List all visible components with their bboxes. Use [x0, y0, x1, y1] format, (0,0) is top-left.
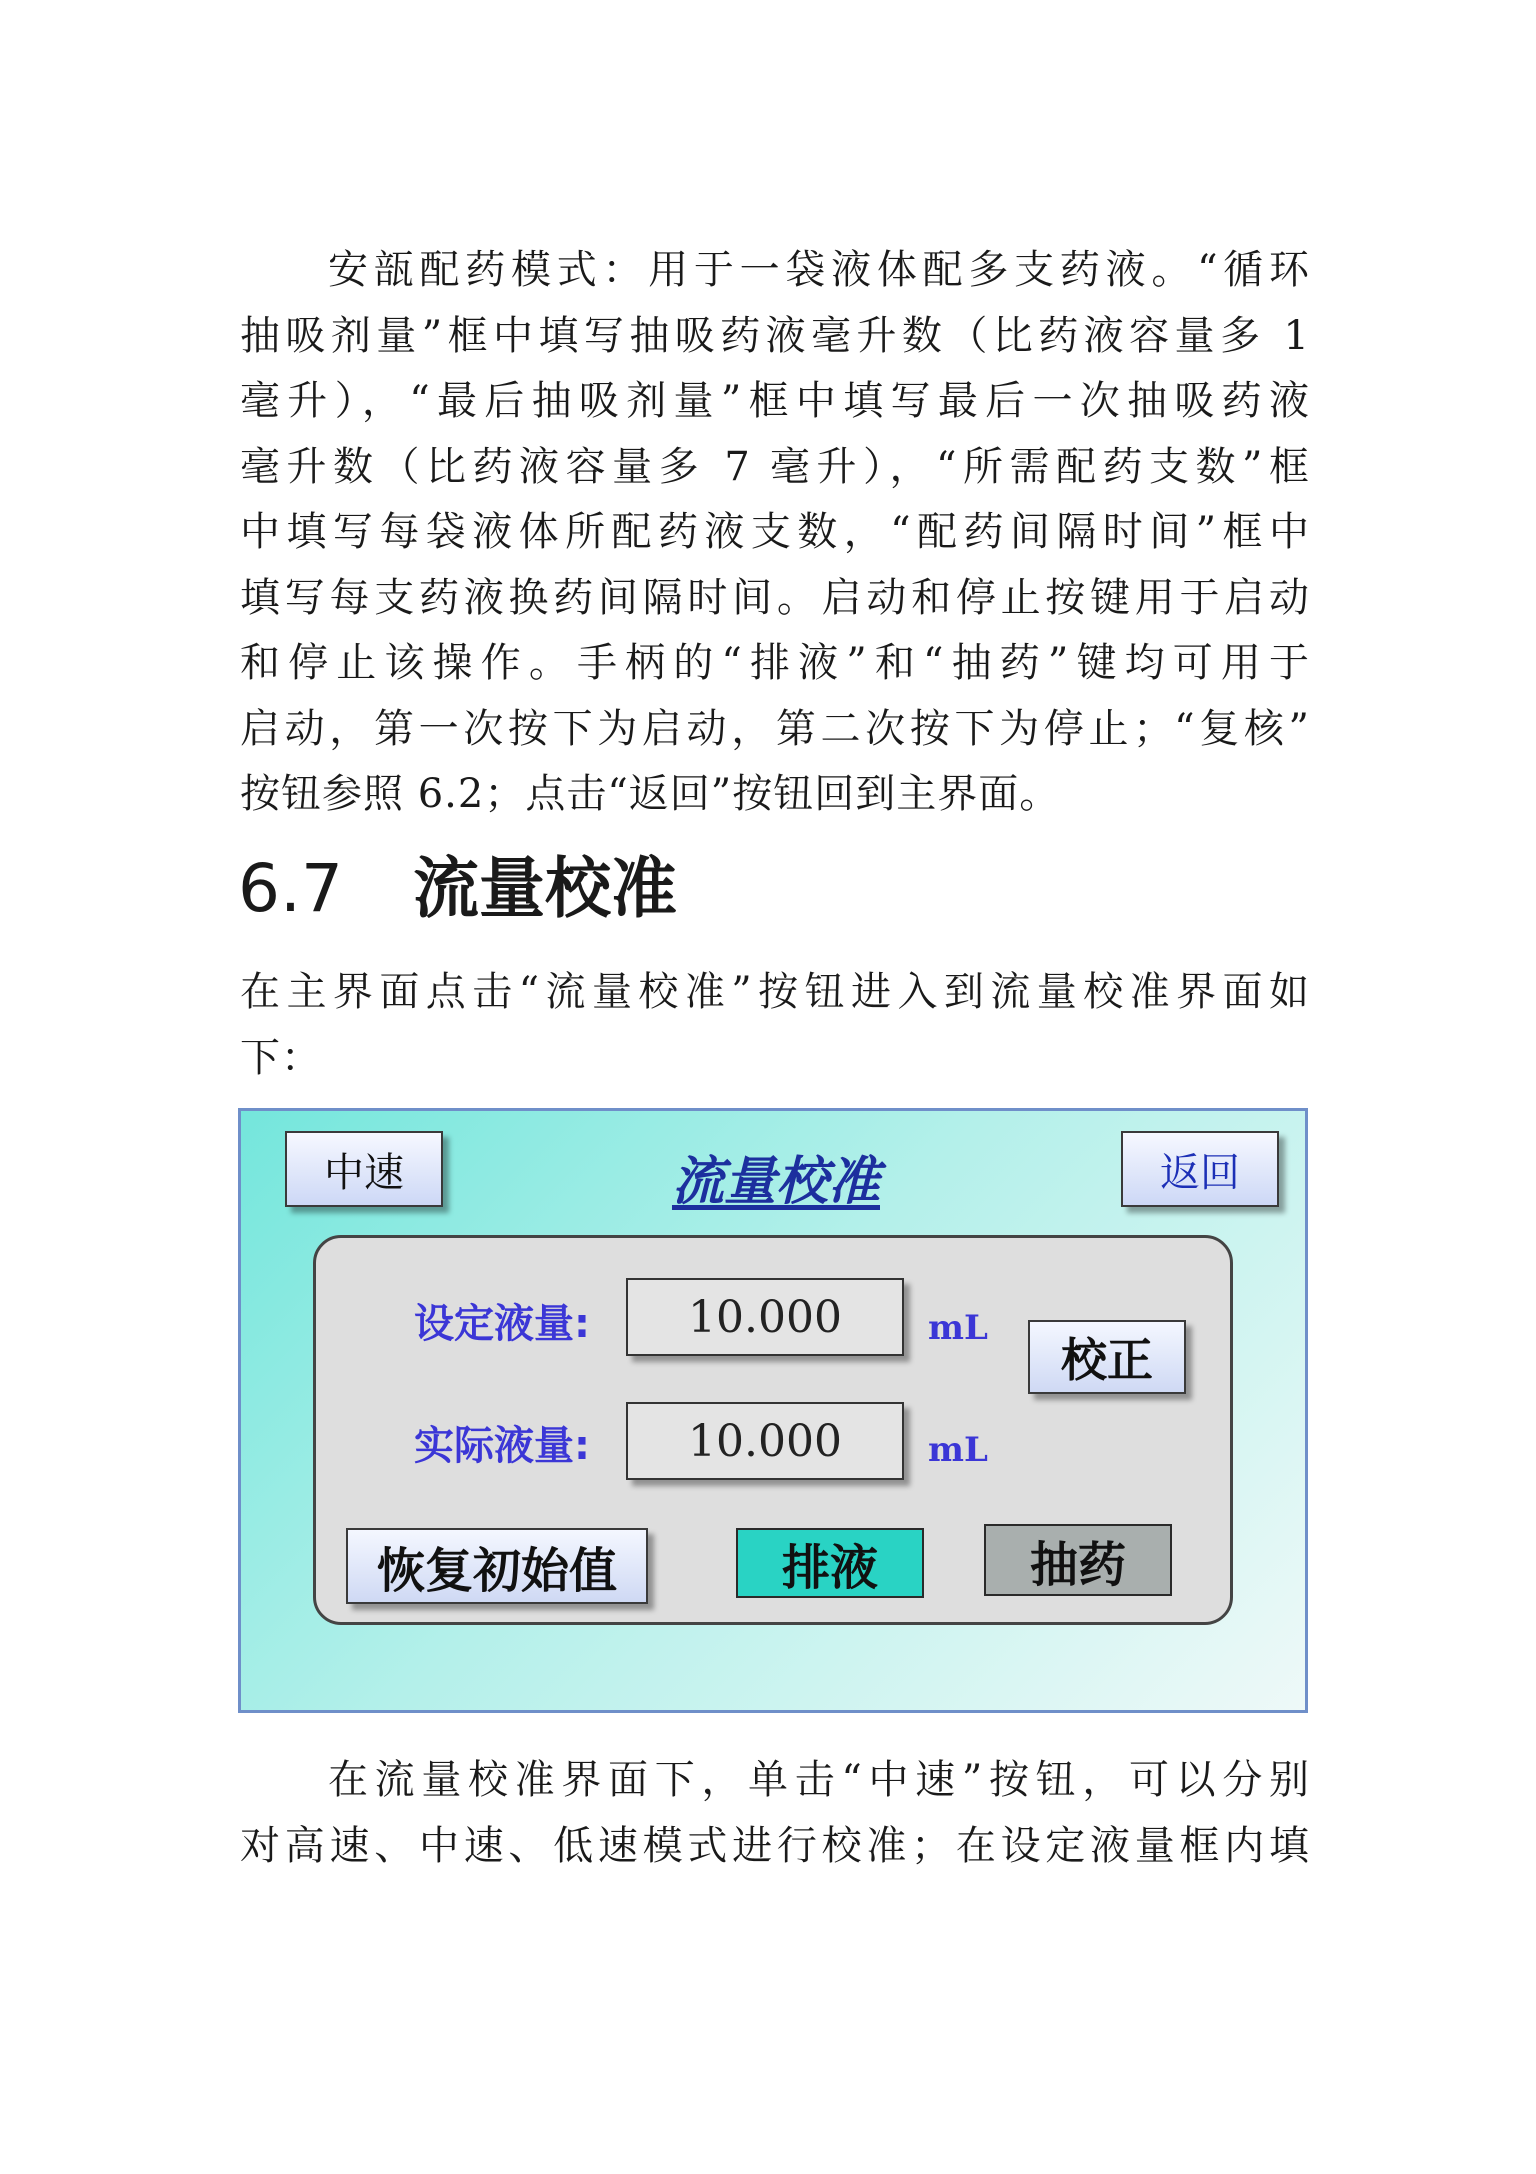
drain-button[interactable]: 排液: [736, 1528, 924, 1598]
text-line: 抽吸剂量”框中填写抽吸药液毫升数（比药液容量多 1: [240, 312, 1310, 359]
text-line: 在主界面点击“流量校准”按钮进入到流量校准界面如: [240, 969, 1310, 1015]
text-line: 下：: [240, 1034, 322, 1081]
flow-calibration-screen: [238, 1108, 1308, 1713]
paragraph-intro: [240, 960, 1310, 1091]
section-heading: [238, 848, 677, 929]
set-volume-input[interactable]: 10.000: [626, 1278, 904, 1356]
screen-title: 流量校准: [671, 1152, 880, 1212]
text-line: 在流量校准界面下，单击“中速”按钮，可以分别: [328, 1757, 1310, 1803]
paragraph-ampoule-mode: [240, 238, 1310, 828]
draw-medicine-button[interactable]: 抽药: [984, 1524, 1172, 1596]
text-line: 毫升数（比药液容量多 7 毫升），“所需配药支数”框: [240, 443, 1310, 490]
actual-volume-input[interactable]: 10.000: [626, 1402, 904, 1480]
restore-default-button[interactable]: 恢复初始值: [346, 1528, 648, 1604]
text-line: 填写每支药液换药间隔时间。启动和停止按键用于启动: [240, 574, 1310, 621]
text-line: 安瓿配药模式：用于一袋液体配多支药液。“循环: [328, 247, 1310, 293]
text-line: 对高速、中速、低速模式进行校准；在设定液量框内填: [240, 1822, 1310, 1869]
calibration-panel: [313, 1235, 1233, 1625]
speed-button[interactable]: 中速: [285, 1131, 443, 1207]
back-button[interactable]: 返回: [1121, 1131, 1279, 1207]
text-line: 和停止该操作。手柄的“排液”和“抽药”键均可用于: [240, 640, 1310, 686]
text-line: 按钮参照 6.2；点击“返回”按钮回到主界面。: [240, 771, 1061, 817]
actual-volume-label: 实际液量:: [414, 1423, 590, 1469]
set-volume-unit: mL: [928, 1308, 988, 1348]
calibrate-button[interactable]: 校正: [1028, 1320, 1186, 1394]
section-title: 流量校准: [412, 849, 677, 927]
set-volume-label: 设定液量:: [414, 1301, 590, 1347]
paragraph-calibration-instructions: [240, 1748, 1310, 1879]
text-line: 中填写每袋液体所配药液支数，“配药间隔时间”框中: [240, 509, 1310, 555]
actual-volume-unit: mL: [928, 1430, 988, 1470]
text-line: 毫升），“最后抽吸剂量”框中填写最后一次抽吸药液: [240, 378, 1310, 424]
section-number: 6.7: [238, 850, 343, 927]
text-line: 启动，第一次按下为启动，第二次按下为停止；“复核”: [240, 705, 1310, 752]
